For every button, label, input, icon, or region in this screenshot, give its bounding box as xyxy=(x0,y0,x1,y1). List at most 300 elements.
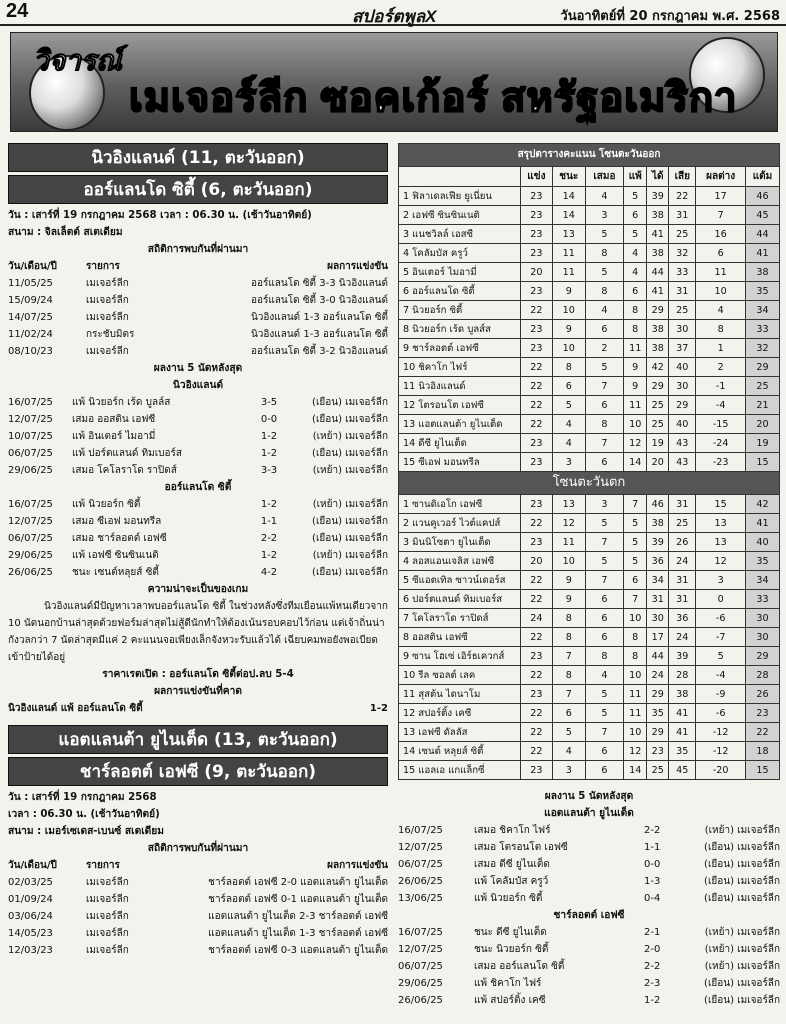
stat-cell: 23 xyxy=(521,434,553,453)
team-name: 11 นิวอิงแลนด์ xyxy=(399,377,521,396)
stat-cell: 6 xyxy=(585,396,623,415)
stat-cell: 10 xyxy=(624,723,647,742)
stat-cell: 22 xyxy=(669,187,696,206)
standings-row xyxy=(399,571,780,590)
stat-cell: 22 xyxy=(521,301,553,320)
h2h-row xyxy=(8,908,388,925)
team-name: 11 สุสต้น ไดนาโม xyxy=(399,685,521,704)
standings-row xyxy=(399,628,780,647)
stat-cell: 33 xyxy=(745,590,779,609)
stat-cell: 11 xyxy=(552,263,585,282)
team-name: 9 ซาน โฮเซ่ เอิร์ธเควกส์ xyxy=(399,647,521,666)
form-row xyxy=(8,462,388,479)
standings-row xyxy=(399,514,780,533)
form-score: 3-5 xyxy=(260,397,278,408)
stat-cell: 5 xyxy=(585,225,623,244)
stat-cell: 18 xyxy=(745,742,779,761)
standings-row xyxy=(399,666,780,685)
form-desc: ชนะ นิวยอร์ก ซิตี้ xyxy=(474,944,549,955)
standings-row xyxy=(399,320,780,339)
match1-date: วัน : เสาร์ที่ 19 กรกฎาคม 2568 เวลา : 06.30 น. (เช้าวันอาทิตย์) xyxy=(8,210,312,221)
standings-row xyxy=(399,301,780,320)
form-venue: (เหย้า) เมเจอร์ลีก xyxy=(312,431,388,442)
match1-prediction xyxy=(8,700,388,717)
team-name: 3 มินนิโซตา ยูไนเต็ด xyxy=(399,533,521,552)
h2h-date: 14/07/25 xyxy=(8,312,53,323)
h2h-result: แอตแลนต้า ยูไนเต็ด 1-3 ชาร์ลอตต์ เอฟซี xyxy=(208,928,388,939)
stat-cell: 23 xyxy=(521,761,553,780)
stat-cell: 3 xyxy=(552,761,585,780)
form-venue: (เหย้า) เมเจอร์ลีก xyxy=(704,944,780,955)
stat-cell: 4 xyxy=(585,187,623,206)
stat-cell: 10 xyxy=(552,301,585,320)
h2h-result: นิวอิงแลนด์ 1-3 ออร์แลนโด ซิตี้ xyxy=(250,312,388,323)
match1-pred-title: ผลการแข่งขันที่คาด xyxy=(154,686,242,697)
stat-cell: 33 xyxy=(669,263,696,282)
stat-cell: 11 xyxy=(624,396,647,415)
stat-cell: 6 xyxy=(585,742,623,761)
match1-home-form xyxy=(8,394,388,479)
stat-cell: 3 xyxy=(696,571,746,590)
team-name: 12 โตรอนโต เอฟซี xyxy=(399,396,521,415)
team-name: 12 สปอร์ติ้ง เคซี xyxy=(399,704,521,723)
stat-cell: 44 xyxy=(647,263,669,282)
standings-col-head: ชนะ xyxy=(552,167,585,187)
match2-away-header: ชาร์ลอตต์ เอฟซี (9, ตะวันออก) xyxy=(8,757,388,786)
standings-header-row xyxy=(399,167,780,187)
form-date: 16/07/25 xyxy=(398,825,443,836)
stat-cell: 22 xyxy=(521,571,553,590)
col-date: วัน/เดือน/ปี xyxy=(8,261,57,272)
stat-cell: 4 xyxy=(624,263,647,282)
stat-cell: 3 xyxy=(585,495,623,514)
match1-away-header: ออร์แลนโด ซิตี้ (6, ตะวันออก) xyxy=(8,175,388,204)
stat-cell: -23 xyxy=(696,453,746,472)
form-desc: แพ้ สปอร์ติ้ง เคซี xyxy=(474,995,546,1006)
h2h-result: นิวอิงแลนด์ 1-3 ออร์แลนโด ซิตี้ xyxy=(250,329,388,340)
form-venue: (เยือน) เมเจอร์ลีก xyxy=(704,876,780,887)
stat-cell: 9 xyxy=(552,320,585,339)
form-date: 13/06/25 xyxy=(398,893,443,904)
issue-date: วันอาทิตย์ที่ 20 กรกฎาคม พ.ศ. 2568 xyxy=(560,9,780,24)
stat-cell: 14 xyxy=(552,206,585,225)
form-desc: แพ้ ชิคาโก ไฟร์ xyxy=(474,978,542,989)
form-date: 10/07/25 xyxy=(8,431,53,442)
stat-cell: 10 xyxy=(624,415,647,434)
form-venue: (เหย้า) เมเจอร์ลีก xyxy=(704,825,780,836)
form-score: 1-2 xyxy=(260,499,278,510)
stat-cell: 5 xyxy=(585,685,623,704)
h2h-date: 12/03/23 xyxy=(8,945,53,956)
match2-date: วัน : เสาร์ที่ 19 กรกฎาคม 2568 xyxy=(8,792,157,803)
stat-cell: 46 xyxy=(745,187,779,206)
stat-cell: 10 xyxy=(552,552,585,571)
standings-row xyxy=(399,495,780,514)
standings-row xyxy=(399,609,780,628)
form-desc: แพ้ นิวยอร์ก ซิตี้ xyxy=(474,893,543,904)
form-score: 2-0 xyxy=(644,944,661,955)
stat-cell: 3 xyxy=(585,206,623,225)
h2h-comp: เมเจอร์ลีก xyxy=(86,295,129,306)
stat-cell: 5 xyxy=(624,225,647,244)
form-row xyxy=(398,856,780,873)
h2h-date: 01/09/24 xyxy=(8,894,53,905)
team-name: 10 รีล ซอลต์ เลค xyxy=(399,666,521,685)
stat-cell: 38 xyxy=(647,244,669,263)
form-desc: เสมอ ชิคาโก ไฟร์ xyxy=(474,825,551,836)
stat-cell: 5 xyxy=(585,263,623,282)
newspaper-logo: สปอร์ตพูลX xyxy=(352,7,437,26)
stat-cell: 31 xyxy=(669,282,696,301)
stat-cell: 9 xyxy=(552,571,585,590)
stat-cell: 10 xyxy=(696,282,746,301)
stat-cell: 39 xyxy=(647,187,669,206)
stat-cell: 20 xyxy=(521,552,553,571)
col-date: วัน/เดือน/ปี xyxy=(8,860,57,871)
stat-cell: 22 xyxy=(521,415,553,434)
standings-row xyxy=(399,263,780,282)
stat-cell: 25 xyxy=(745,377,779,396)
stat-cell: 29 xyxy=(647,685,669,704)
form-date: 12/07/25 xyxy=(8,414,53,425)
form-desc: แพ้ ปอร์ตแลนด์ ทิมเบอร์ส xyxy=(72,448,182,459)
stat-cell: 7 xyxy=(624,495,647,514)
form-row xyxy=(8,547,388,564)
team-name: 14 ดีซี ยูไนเต็ด xyxy=(399,434,521,453)
team-name: 8 ออสติน เอฟซี xyxy=(399,628,521,647)
stat-cell: 23 xyxy=(647,742,669,761)
stat-cell: 8 xyxy=(585,244,623,263)
standings-row xyxy=(399,723,780,742)
stat-cell: 11 xyxy=(696,263,746,282)
stat-cell: 29 xyxy=(745,647,779,666)
form-date: 06/07/25 xyxy=(8,448,53,459)
stat-cell: 20 xyxy=(521,263,553,282)
team-name: 2 เอฟซี ซินซินเนติ xyxy=(399,206,521,225)
stat-cell: 14 xyxy=(624,761,647,780)
stat-cell: 6 xyxy=(624,282,647,301)
form-score: 3-3 xyxy=(260,465,278,476)
team-name: 14 เซนต์ หลุยส์ ซิตี้ xyxy=(399,742,521,761)
stat-cell: 35 xyxy=(669,742,696,761)
col-result: ผลการแข่งขัน xyxy=(327,860,388,871)
match1-home-name: นิวอิงแลนด์ xyxy=(172,380,224,391)
stat-cell: 3 xyxy=(552,453,585,472)
stat-cell: 38 xyxy=(669,685,696,704)
standings-row xyxy=(399,742,780,761)
stat-cell: 6 xyxy=(585,628,623,647)
stat-cell: 38 xyxy=(647,320,669,339)
stat-cell: 25 xyxy=(669,225,696,244)
stat-cell: 10 xyxy=(552,339,585,358)
form-desc: แพ้ อินเตอร์ ไมอามี่ xyxy=(72,431,156,442)
form-score: 0-4 xyxy=(644,893,661,904)
form-row xyxy=(8,564,388,581)
form-score: 1-3 xyxy=(644,876,661,887)
h2h-comp: เมเจอร์ลีก xyxy=(86,928,129,939)
standings-row xyxy=(399,704,780,723)
match1-analysis: นิวอิงแลนด์มีปัญหาเวลาพบออร์แลนโด ซิตี้ ในช่วงหลังซึ่งทีมเยือนแพ้หนเดียวจาก 10 นัดนอกบ้านล่าสุดด้วยฟอร์มล่าสุดไม่สู้ดีนักทำให้ต้องเน้นรอบคอบไว้ก่อน แต่เจ้าถิ่นน่ากังวลกว่า 7 นัดล่าสุดมีแค่ 2 คะแนนจอเพียงเล็กจังหวะรับแล้วได้ เฉียบคมพอยังพอเบียดเข้าป้ายได้อยู่ xyxy=(8,601,388,663)
form-row xyxy=(8,513,388,530)
form-date: 26/06/25 xyxy=(398,876,443,887)
stat-cell: 23 xyxy=(521,533,553,552)
stat-cell: 6 xyxy=(585,320,623,339)
match1-chance-title: ความน่าจะเป็นของเกม xyxy=(147,584,249,595)
form-desc: เสมอ ออร์แลนโด ซิตี้ xyxy=(474,961,565,972)
east-rows xyxy=(399,187,780,472)
stat-cell: 5 xyxy=(696,647,746,666)
title-banner xyxy=(10,32,778,132)
form-desc: แพ้ โคลัมบัส ครูว์ xyxy=(474,876,549,887)
stat-cell: 4 xyxy=(696,301,746,320)
stat-cell: 31 xyxy=(669,571,696,590)
match2-home-name: แอตแลนต้า ยูไนเต็ด xyxy=(544,808,634,819)
east-title: สรุปตารางคะแนน โซนตะวันออก xyxy=(399,144,780,167)
page-header xyxy=(0,0,786,26)
stat-cell: 43 xyxy=(669,434,696,453)
match1-venue: สนาม : จิลเล็ตต์ สเตเดียม xyxy=(8,227,123,238)
standings-row xyxy=(399,244,780,263)
h2h-row xyxy=(8,309,388,326)
stat-cell: 12 xyxy=(696,552,746,571)
h2h-comp: กระชับมิตร xyxy=(86,329,135,340)
team-name: 4 โคลัมบัส ครูว์ xyxy=(399,244,521,263)
stat-cell: 23 xyxy=(521,282,553,301)
stat-cell: 23 xyxy=(521,685,553,704)
stat-cell: 11 xyxy=(552,244,585,263)
stat-cell: 15 xyxy=(745,453,779,472)
match1-h2h-head xyxy=(8,258,388,275)
stat-cell: 35 xyxy=(745,552,779,571)
form-row xyxy=(398,822,780,839)
stat-cell: 40 xyxy=(745,533,779,552)
h2h-comp: เมเจอร์ลีก xyxy=(86,911,129,922)
stat-cell: -9 xyxy=(696,685,746,704)
stat-cell: 4 xyxy=(552,415,585,434)
form-venue: (เยือน) เมเจอร์ลีก xyxy=(704,859,780,870)
stat-cell: 32 xyxy=(745,339,779,358)
form-date: 16/07/25 xyxy=(8,397,53,408)
stat-cell: 41 xyxy=(647,282,669,301)
stat-cell: 8 xyxy=(552,628,585,647)
h2h-result: ออร์แลนโด ซิตี้ 3-0 นิวอิงแลนด์ xyxy=(250,295,388,306)
form-desc: แพ้ นิวยอร์ก ซิตี้ xyxy=(72,499,141,510)
form-score: 0-0 xyxy=(644,859,661,870)
form-row xyxy=(398,992,780,1009)
stat-cell: 41 xyxy=(647,225,669,244)
stat-cell: 5 xyxy=(585,552,623,571)
team-name: 15 แอลเอ แกแล็กซี่ xyxy=(399,761,521,780)
h2h-row xyxy=(8,275,388,292)
stat-cell: 25 xyxy=(669,301,696,320)
form-desc: ชนะ ดีซี ยูไนเต็ด xyxy=(474,927,547,938)
stat-cell: 44 xyxy=(745,225,779,244)
stat-cell: 41 xyxy=(669,723,696,742)
standings-row xyxy=(399,761,780,780)
stat-cell: 6 xyxy=(696,244,746,263)
stat-cell: 24 xyxy=(669,628,696,647)
stat-cell: 22 xyxy=(521,590,553,609)
stat-cell: 15 xyxy=(745,761,779,780)
stat-cell: 38 xyxy=(647,339,669,358)
stat-cell: 45 xyxy=(669,761,696,780)
stat-cell: 30 xyxy=(745,628,779,647)
form-date: 29/06/25 xyxy=(398,978,443,989)
page-number: 24 xyxy=(6,0,29,22)
stat-cell: 40 xyxy=(669,358,696,377)
match1-away-name: ออร์แลนโด ซิตี้ xyxy=(164,482,232,493)
team-name: 6 ปอร์ตแลนด์ ทิมเบอร์ส xyxy=(399,590,521,609)
stat-cell: 43 xyxy=(669,453,696,472)
standings-row xyxy=(399,206,780,225)
stat-cell: 42 xyxy=(745,495,779,514)
standings-col-head xyxy=(399,167,521,187)
stat-cell: 9 xyxy=(624,358,647,377)
form-date: 26/06/25 xyxy=(8,567,53,578)
standings-col-head: ผลต่าง xyxy=(696,167,746,187)
h2h-date: 08/10/23 xyxy=(8,346,53,357)
standings-row xyxy=(399,685,780,704)
stat-cell: 19 xyxy=(647,434,669,453)
form-row xyxy=(398,975,780,992)
form-score: 1-1 xyxy=(260,516,278,527)
stat-cell: 22 xyxy=(521,666,553,685)
stat-cell: 36 xyxy=(669,609,696,628)
stat-cell: 7 xyxy=(552,647,585,666)
stat-cell: 6 xyxy=(624,206,647,225)
h2h-date: 02/03/25 xyxy=(8,877,53,888)
form-row xyxy=(398,924,780,941)
banner-subtitle: วิจารณ์ xyxy=(33,45,122,76)
form-desc: เสมอ ดีซี ยูไนเต็ด xyxy=(474,859,550,870)
match2-time: เวลา : 06.30 น. (เช้าวันอาทิตย์) xyxy=(8,809,160,820)
team-name: 2 แวนคูเวอร์ ไวต์แคปส์ xyxy=(399,514,521,533)
form-venue: (เหย้า) เมเจอร์ลีก xyxy=(312,550,388,561)
stat-cell: -24 xyxy=(696,434,746,453)
form-desc: เสมอ โตรอนโต เอฟซี xyxy=(474,842,568,853)
stat-cell: 5 xyxy=(585,704,623,723)
right-column xyxy=(398,143,780,1009)
team-name: 1 ฟิลาเดลเฟีย ยูเนี่ยน xyxy=(399,187,521,206)
west-rows xyxy=(399,495,780,780)
stat-cell: 23 xyxy=(521,320,553,339)
match2-h2h-title: สถิติการพบกันที่ผ่านมา xyxy=(147,843,249,854)
team-name: 15 ซีเอฟ มอนทรีล xyxy=(399,453,521,472)
match2-home-form xyxy=(398,822,780,907)
stat-cell: 5 xyxy=(552,396,585,415)
standings-row xyxy=(399,396,780,415)
stat-cell: 0 xyxy=(696,590,746,609)
team-name: 10 ชิคาโก ไฟร์ xyxy=(399,358,521,377)
form-venue: (เหย้า) เมเจอร์ลีก xyxy=(312,465,388,476)
form-date: 29/06/25 xyxy=(8,465,53,476)
stat-cell: 10 xyxy=(624,666,647,685)
stat-cell: 28 xyxy=(745,666,779,685)
h2h-row xyxy=(8,326,388,343)
stat-cell: 28 xyxy=(669,666,696,685)
match2-h2h-list xyxy=(8,874,388,959)
standings-row xyxy=(399,647,780,666)
form-desc: ชนะ เซนต์หลุยส์ ซิตี้ xyxy=(72,567,159,578)
stat-cell: 8 xyxy=(552,666,585,685)
stat-cell: 10 xyxy=(624,609,647,628)
stat-cell: 7 xyxy=(585,434,623,453)
stat-cell: 17 xyxy=(696,187,746,206)
stat-cell: 31 xyxy=(669,495,696,514)
stat-cell: 38 xyxy=(745,263,779,282)
stat-cell: 42 xyxy=(647,358,669,377)
stat-cell: 2 xyxy=(696,358,746,377)
stat-cell: 30 xyxy=(647,609,669,628)
stat-cell: 22 xyxy=(521,704,553,723)
stat-cell: 22 xyxy=(521,628,553,647)
form-venue: (เยือน) เมเจอร์ลีก xyxy=(704,995,780,1006)
stat-cell: 7 xyxy=(624,590,647,609)
col-result: ผลการแข่งขัน xyxy=(327,261,388,272)
form-row xyxy=(398,958,780,975)
team-name: 13 เอฟซี ดัลลัส xyxy=(399,723,521,742)
match2-form-title: ผลงาน 5 นัดหลังสุด xyxy=(544,791,634,802)
standings-row xyxy=(399,533,780,552)
stat-cell: 34 xyxy=(745,301,779,320)
stat-cell: 12 xyxy=(552,514,585,533)
stat-cell: 39 xyxy=(647,533,669,552)
west-title: โซนตะวันตก xyxy=(399,472,780,495)
form-venue: (เยือน) เมเจอร์ลีก xyxy=(312,567,388,578)
form-date: 06/07/25 xyxy=(8,533,53,544)
stat-cell: 30 xyxy=(669,377,696,396)
match1-odds: ราคาเรตเปิด : ออร์แลนโด ซิตี้ต่อป.ลบ 5-4 xyxy=(102,669,294,680)
team-name: 5 ซีแอตเทิล ซาวน์เดอร์ส xyxy=(399,571,521,590)
standings-row xyxy=(399,339,780,358)
stat-cell: 9 xyxy=(624,377,647,396)
h2h-result: ออร์แลนโด ซิตี้ 3-3 นิวอิงแลนด์ xyxy=(250,278,388,289)
stat-cell: 23 xyxy=(521,225,553,244)
team-name: 1 ซานดิเอโก เอฟซี xyxy=(399,495,521,514)
stat-cell: 29 xyxy=(647,723,669,742)
standings-row xyxy=(399,377,780,396)
stat-cell: 31 xyxy=(669,206,696,225)
stat-cell: 32 xyxy=(669,244,696,263)
form-date: 26/06/25 xyxy=(398,995,443,1006)
team-name: 8 นิวยอร์ก เร้ด บูลส์ส xyxy=(399,320,521,339)
stat-cell: 8 xyxy=(585,647,623,666)
standings-col-head: เสมอ xyxy=(585,167,623,187)
stat-cell: 7 xyxy=(552,685,585,704)
stat-cell: 22 xyxy=(521,742,553,761)
stat-cell: 34 xyxy=(745,571,779,590)
stat-cell: 13 xyxy=(552,495,585,514)
stat-cell: 5 xyxy=(585,358,623,377)
standings-col-head: แต้ม xyxy=(745,167,779,187)
h2h-row xyxy=(8,874,388,891)
stat-cell: 24 xyxy=(669,552,696,571)
h2h-date: 14/05/23 xyxy=(8,928,53,939)
h2h-date: 03/06/24 xyxy=(8,911,53,922)
stat-cell: -1 xyxy=(696,377,746,396)
form-score: 1-2 xyxy=(260,431,278,442)
standings-row xyxy=(399,187,780,206)
stat-cell: 6 xyxy=(585,761,623,780)
h2h-row xyxy=(8,942,388,959)
stat-cell: 11 xyxy=(624,685,647,704)
match1-home-header: นิวอิงแลนด์ (11, ตะวันออก) xyxy=(8,143,388,172)
form-desc: เสมอ ชาร์ลอตต์ เอฟซี xyxy=(72,533,167,544)
stat-cell: 20 xyxy=(745,415,779,434)
stat-cell: 20 xyxy=(647,453,669,472)
stat-cell: 6 xyxy=(552,377,585,396)
form-score: 4-2 xyxy=(260,567,278,578)
